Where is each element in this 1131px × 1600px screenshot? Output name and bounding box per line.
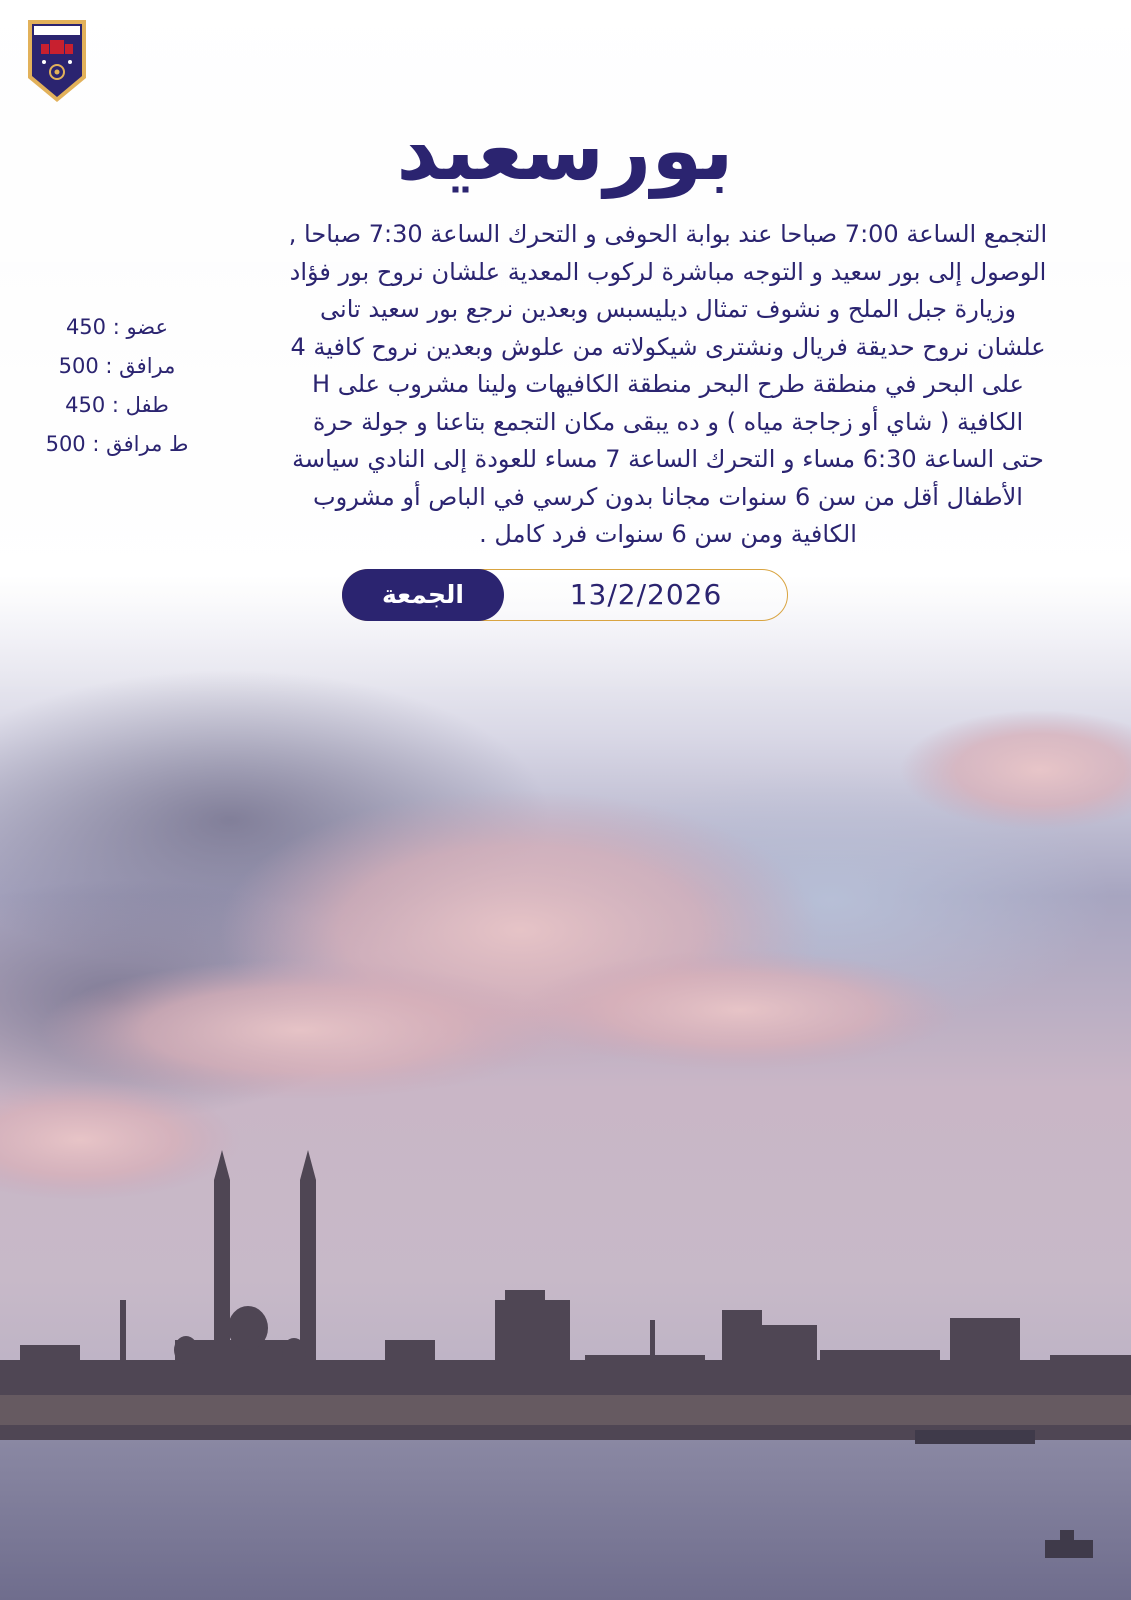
price-companion: مرافق : 500: [58, 354, 176, 378]
trip-date: 13/2/2026: [569, 578, 723, 611]
description-line: الأطفال أقل من سن 6 سنوات مجانا بدون كرسي في الباص أو مشروب: [313, 482, 1023, 511]
description-line: علشان نروح حديقة فريال ونشترى شيكولاته من علوش وبعدين نروح كافية 4: [290, 332, 1046, 361]
description-line: التجمع الساعة 7:00 صباحا عند بوابة الحوفى و التحرك الساعة 7:30 صباحا ,: [288, 220, 1048, 248]
day-label: الجمعة: [342, 569, 504, 621]
description-line: على البحر في منطقة طرح البحر منطقة الكافيهات ولينا مشروب على H: [312, 370, 1024, 398]
club-logo: [26, 18, 88, 104]
page-title: بورسعيد: [396, 104, 734, 199]
description-line: وزيارة جبل الملح و نشوف تمثال ديليسبس وبعدين نرجع بور سعيد تانى: [320, 295, 1016, 323]
price-child: طفل : 450: [65, 393, 169, 417]
price-list: [22, 308, 212, 464]
price-member: عضو : 450: [65, 315, 169, 339]
description-line: حتى الساعة 6:30 مساء و التحرك الساعة 7 مساء للعودة إلى النادي سياسة: [292, 445, 1044, 473]
description-line: الكافية ( شاي أو زجاجة مياه ) و ده يبقى مكان التجمع بتاعنا و جولة حرة: [312, 407, 1024, 436]
price-companion-child: ط مرافق : 500: [45, 432, 189, 456]
description-line: الكافية ومن سن 6 سنوات فرد كامل .: [479, 520, 857, 548]
trip-description: [222, 216, 1114, 554]
description-line: الوصول إلى بور سعيد و التوجه مباشرة لركوب المعدية علشان نروح بور فؤاد: [289, 257, 1047, 286]
